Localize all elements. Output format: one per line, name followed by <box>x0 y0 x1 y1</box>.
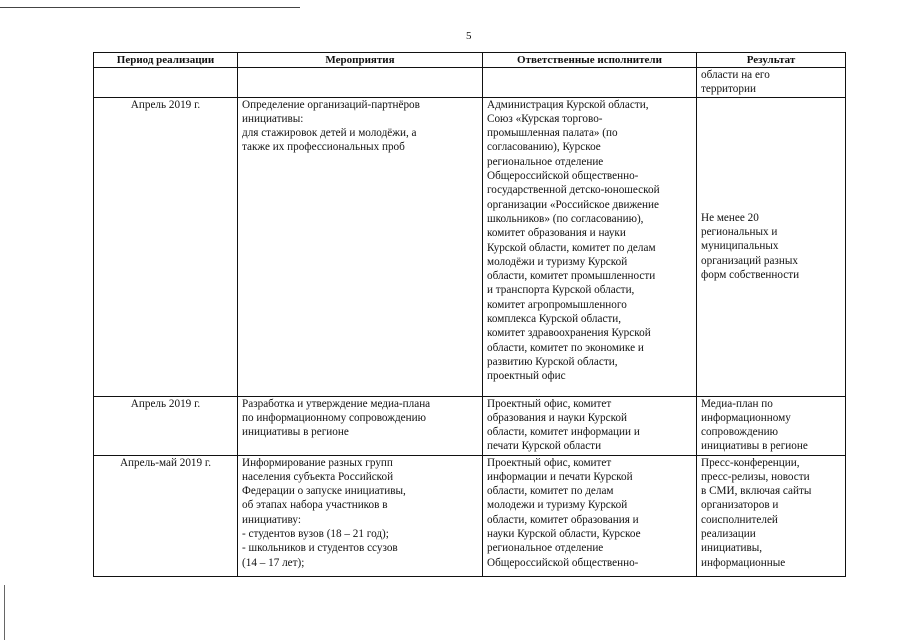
header-period: Период реализации <box>94 53 238 68</box>
cell-responsible <box>483 68 697 98</box>
responsible-text: Проектный офис, комитет образования и науки Курской области, комитет информации и печати Курской области <box>487 397 640 453</box>
table-row <box>94 396 846 455</box>
table-row <box>94 68 846 98</box>
cell-activities <box>238 455 483 576</box>
activities-text: Разработка и утверждение медиа-плана по информационному сопровождению инициативы в регионе <box>242 397 431 439</box>
cell-activities <box>238 396 483 455</box>
cell-result <box>697 455 846 576</box>
cell-result <box>697 97 846 396</box>
top-rule-line <box>0 7 300 8</box>
cell-period <box>94 396 238 455</box>
header-responsible: Ответственные исполнители <box>483 53 697 68</box>
activities-text: Определение организаций-партнёров инициативы: для стажировок детей и молодёжи, а также их профессиональных проб <box>242 98 420 154</box>
cell-responsible <box>483 97 697 396</box>
cell-period <box>94 455 238 576</box>
implementation-plan-table <box>93 52 846 577</box>
cell-responsible <box>483 455 697 576</box>
cell-responsible <box>483 396 697 455</box>
period-text: Апрель-май 2019 г. <box>119 456 212 469</box>
responsible-text: Администрация Курской области, Союз «Курская торгово- промышленная палата» (по согласованию), Курское региональное отделение Общероссийской общественно- государственной детско-юношеской организации «Российское движение школьников» (по согласованию), комитет образования и науки Курской области, комитет по делам молодёжи и туризму Курской области, комитет промышленности и транспорта Курской области, комитет агропромышленного комплекса Курской области, комитет здравоохранения Курской области, комитет по экономике и развитию Курской области, проектный офис <box>487 98 660 383</box>
header-row <box>94 53 846 68</box>
table-row <box>94 97 846 396</box>
cell-period <box>94 97 238 396</box>
result-text: Пресс-конференции, пресс-релизы, новости в СМИ, включая сайты организаторов и соисполнителей реализации инициативы, информационные <box>701 456 812 569</box>
activities-text: Информирование разных групп населения субъекта Российской Федерации о запуске инициативы, об этапах набора участников в инициативу: - студентов вузов (18 – 21 год); - школьников и студентов ссузов (14 – 17 лет); <box>242 456 406 569</box>
responsible-text: Проектный офис, комитет информации и печати Курской области, комитет по делам молодежи и туризму Курской области, комитет образования и науки Курской области, Курское региональное отделение Общероссийской общественно- <box>487 456 641 569</box>
cell-activities <box>238 97 483 396</box>
result-text: Не менее 20 региональных и муниципальных организаций разных форм собственности <box>701 211 800 282</box>
left-margin-line <box>4 585 5 640</box>
header-activities: Мероприятия <box>238 53 483 68</box>
table-header <box>94 53 846 68</box>
page-number: 5 <box>466 30 472 42</box>
result-text: области на его территории <box>701 69 770 96</box>
result-text: Медиа-план по информационному сопровождению инициативы в регионе <box>701 397 808 453</box>
cell-activities <box>238 68 483 98</box>
cell-result <box>697 396 846 455</box>
cell-period <box>94 68 238 98</box>
period-text: Апрель 2019 г. <box>130 98 201 111</box>
table-row <box>94 455 846 576</box>
period-text: Апрель 2019 г. <box>130 397 201 410</box>
cell-result <box>697 68 846 98</box>
header-result: Результат <box>697 53 846 68</box>
